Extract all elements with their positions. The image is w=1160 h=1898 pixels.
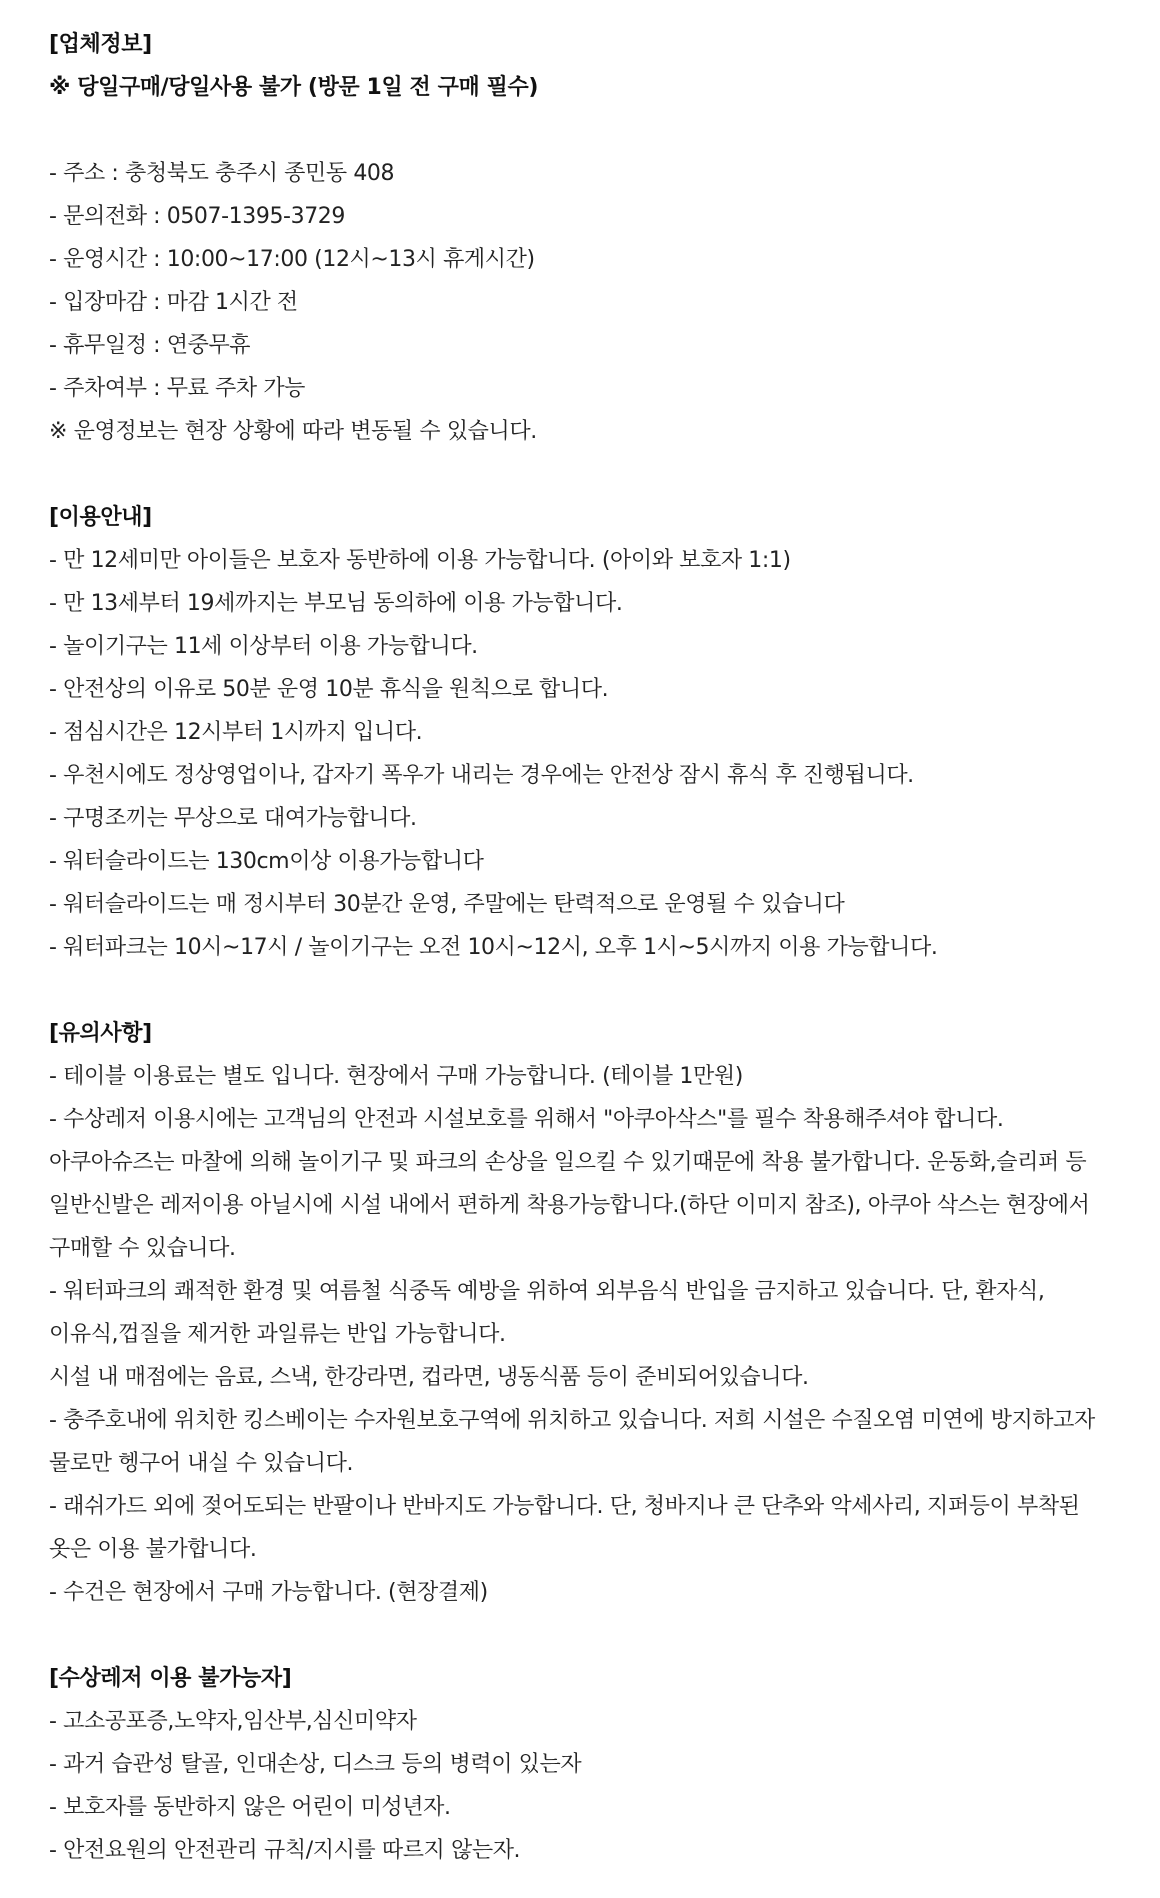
usage-guide-item: - 워터파크는 10시~17시 / 놀이기구는 오전 10시~12시, 오후 1시~5시까지 이용 가능합니다. [49, 935, 938, 960]
phone-item: - 문의전화 : 0507-1395-3729 [49, 204, 345, 229]
parking-item: - 주차여부 : 무료 주차 가능 [49, 376, 306, 401]
restrictions-section [49, 1657, 1109, 1872]
restrictions-heading: [수상레저 이용 불가능자] [49, 1666, 292, 1691]
info-document [49, 23, 1109, 1872]
company-info-section [49, 23, 1109, 453]
usage-guide-item: - 안전상의 이유로 50분 운영 10분 휴식을 원칙으로 합니다. [49, 677, 609, 702]
hours-item: - 운영시간 : 10:00~17:00 (12시~13시 휴게시간) [49, 247, 535, 272]
usage-guide-section [49, 496, 1109, 969]
cautions-heading: [유의사항] [49, 1021, 152, 1046]
address-item: - 주소 : 충청북도 충주시 종민동 408 [49, 161, 395, 186]
operation-info-footnote: ※ 운영정보는 현장 상황에 따라 변동될 수 있습니다. [49, 419, 537, 444]
usage-guide-heading: [이용안내] [49, 505, 152, 530]
caution-item: - 래쉬가드 외에 젖어도되는 반팔이나 반바지도 가능합니다. 단, 청바지나 큰 단추와 악세사리, 지퍼등이 부착된 옷은 이용 불가합니다. [49, 1494, 1080, 1562]
caution-item: - 수건은 현장에서 구매 가능합니다. (현장결제) [49, 1580, 488, 1605]
caution-item: 시설 내 매점에는 음료, 스낵, 한강라면, 컵라면, 냉동식품 등이 준비되어있습니다. [49, 1365, 809, 1390]
same-day-purchase-notice: ※ 당일구매/당일사용 불가 (방문 1일 전 구매 필수) [49, 75, 538, 100]
restriction-item: - 과거 습관성 탈골, 인대손상, 디스크 등의 병력이 있는자 [49, 1752, 582, 1777]
restriction-item: - 고소공포증,노약자,임산부,심신미약자 [49, 1709, 417, 1734]
usage-guide-item: - 만 13세부터 19세까지는 부모님 동의하에 이용 가능합니다. [49, 591, 623, 616]
restriction-item: - 보호자를 동반하지 않은 어린이 미성년자. [49, 1795, 451, 1820]
usage-guide-item: - 구명조끼는 무상으로 대여가능합니다. [49, 806, 417, 831]
usage-guide-item: - 점심시간은 12시부터 1시까지 입니다. [49, 720, 423, 745]
usage-guide-item: - 워터슬라이드는 130cm이상 이용가능합니다 [49, 849, 484, 874]
caution-item: - 충주호내에 위치한 킹스베이는 수자원보호구역에 위치하고 있습니다. 저희 시설은 수질오염 미연에 방지하고자 물로만 헹구어 내실 수 있습니다. [49, 1408, 1095, 1476]
last-entry-item: - 입장마감 : 마감 1시간 전 [49, 290, 298, 315]
cautions-section [49, 1012, 1109, 1614]
closed-days-item: - 휴무일정 : 연중무휴 [49, 333, 251, 358]
caution-item: - 수상레저 이용시에는 고객님의 안전과 시설보호를 위해서 "아쿠아삭스"를 필수 착용해주셔야 합니다. 아쿠아슈즈는 마찰에 의해 놀이기구 및 파크의 손상을 일으킬 수 있기때문에 착용 불가합니다. 운동화,슬리퍼 등 일반신발은 레저이용 아닐시에 시설 내에서 편하게 착용가능합니다.(하단 이미지 참조), 아쿠아 삭스는 현장에서 구매할 수 있습니다. [49, 1107, 1090, 1261]
usage-guide-item: - 우천시에도 정상영업이나, 갑자기 폭우가 내리는 경우에는 안전상 잠시 휴식 후 진행됩니다. [49, 763, 914, 788]
usage-guide-item: - 만 12세미만 아이들은 보호자 동반하에 이용 가능합니다. (아이와 보호자 1:1) [49, 548, 791, 573]
usage-guide-item: - 워터슬라이드는 매 정시부터 30분간 운영, 주말에는 탄력적으로 운영될 수 있습니다 [49, 892, 845, 917]
caution-item: - 테이블 이용료는 별도 입니다. 현장에서 구매 가능합니다. (테이블 1만원) [49, 1064, 743, 1089]
company-info-heading: [업체정보] [49, 32, 152, 57]
spacer [49, 109, 1109, 152]
usage-guide-item: - 놀이기구는 11세 이상부터 이용 가능합니다. [49, 634, 478, 659]
caution-item: - 워터파크의 쾌적한 환경 및 여름철 식중독 예방을 위하여 외부음식 반입을 금지하고 있습니다. 단, 환자식,이유식,껍질을 제거한 과일류는 반입 가능합니다. [49, 1279, 1045, 1347]
restriction-item: - 안전요원의 안전관리 규칙/지시를 따르지 않는자. [49, 1838, 521, 1863]
